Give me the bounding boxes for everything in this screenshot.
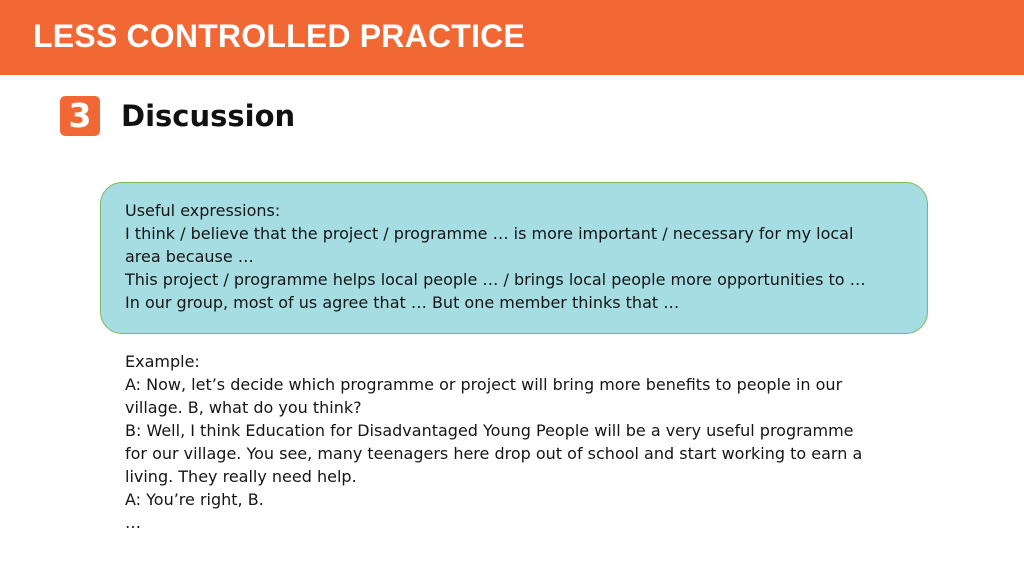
example-line: Example: [125,352,200,371]
expression-line: This project / programme helps local people … / brings local people more opportunities to … [125,270,866,289]
expression-line: area because … [125,247,254,266]
useful-expressions-text [125,199,866,314]
example-line: for our village. You see, many teenagers here drop out of school and start working to earn a [125,444,863,463]
example-line: B: Well, I think Education for Disadvantaged Young People will be a very useful programme [125,421,854,440]
example-dialogue [125,350,862,534]
expression-line: Useful expressions: [125,201,281,220]
example-line: A: Now, let’s decide which programme or project will bring more benefits to people in our [125,375,843,394]
section-number-badge: 3 [60,96,100,136]
page-title: LESS CONTROLLED PRACTICE [33,18,525,54]
expression-line: In our group, most of us agree that … But one member thinks that … [125,293,680,312]
example-line: village. B, what do you think? [125,398,362,417]
section-title: Discussion [121,99,296,133]
header-banner [0,0,1024,75]
example-line: … [125,513,141,532]
example-line: A: You’re right, B. [125,490,264,509]
expression-line: I think / believe that the project / programme … is more important / necessary for my local [125,224,854,243]
example-line: living. They really need help. [125,467,357,486]
